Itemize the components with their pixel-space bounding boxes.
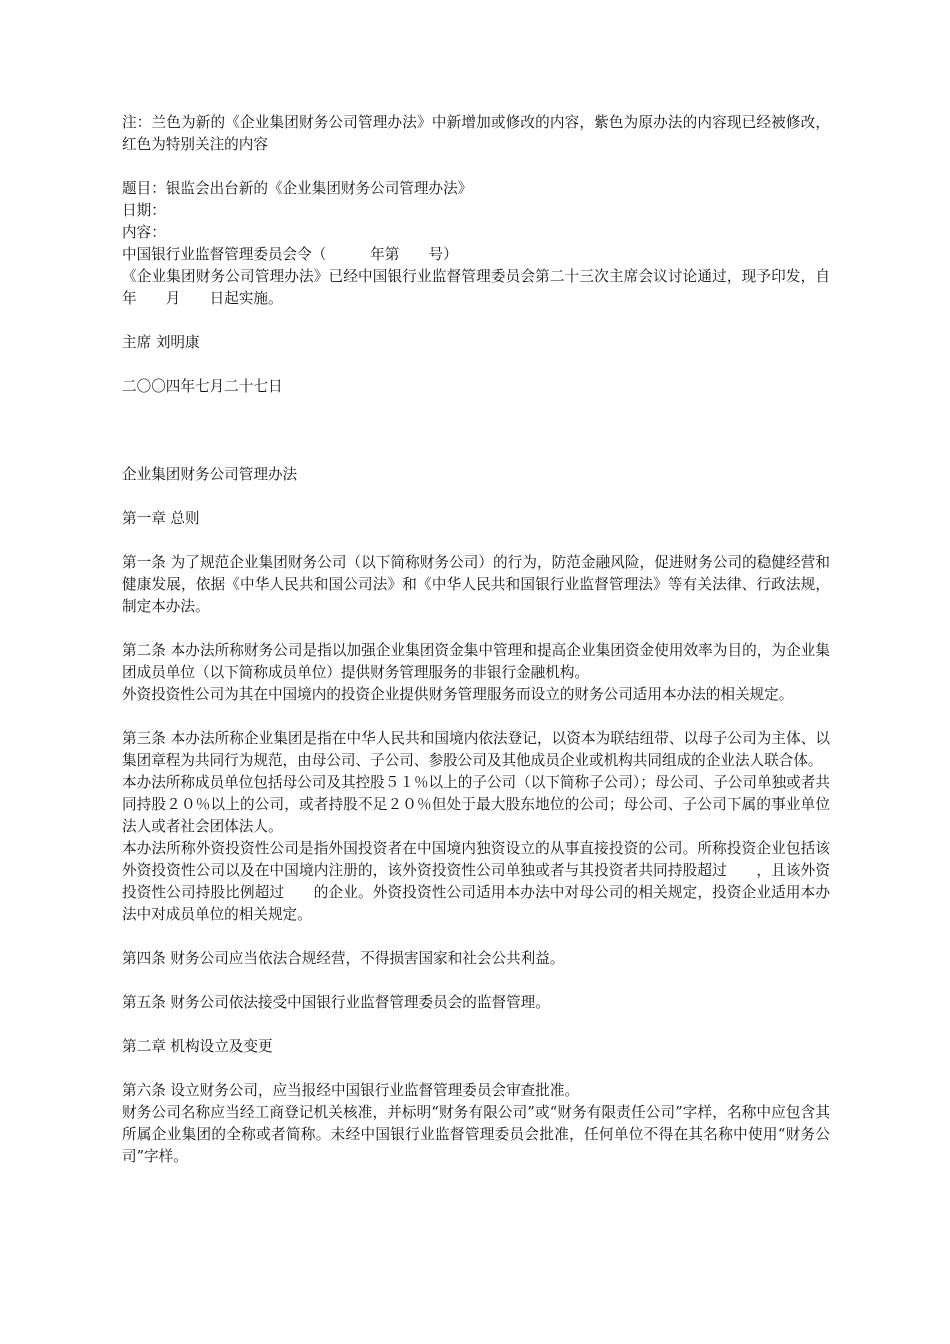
article-1: 第一条 为了规范企业集团财务公司（以下简称财务公司）的行为，防范金融风险，促进财务公司的稳健经营和健康发展，依据《中华人民共和国公司法》和《中华人民共和国银行业监督管理法》等有关法律、行政法规，制定本办法。 (122, 554, 830, 615)
spacer (122, 970, 830, 992)
spacer (122, 926, 830, 948)
article-6-para-1: 第六条 设立财务公司，应当报经中国银行业监督管理委员会审查批准。 (122, 1082, 580, 1099)
chapter-heading: 第二章 机构设立及变更 (122, 1038, 273, 1055)
spacer (122, 354, 830, 376)
document-title: 企业集团财务公司管理办法 (122, 466, 298, 483)
document-page (122, 112, 874, 1168)
spacer (122, 706, 830, 728)
date-line: 日期： (122, 202, 166, 219)
chairman-line: 主席 刘明康 (122, 334, 200, 351)
title-line: 题目：银监会出台新的《企业集团财务公司管理办法》 (122, 180, 473, 197)
chapter-heading: 第一章 总则 (122, 510, 200, 527)
article-5: 第五条 财务公司依法接受中国银行业监督管理委员会的监督管理。 (122, 994, 550, 1011)
spacer (122, 530, 830, 552)
spacer (122, 156, 830, 178)
intro-paragraph: 《企业集团财务公司管理办法》已经中国银行业监督管理委员会第二十三次主席会议讨论通过，现予印发，自 年 月 日起实施。 (122, 268, 874, 307)
spacer (122, 1014, 830, 1036)
color-note: 注：兰色为新的《企业集团财务公司管理办法》中新增加或修改的内容，紫色为原办法的内容现已经被修改，红色为特别关注的内容 (122, 114, 830, 153)
article-6-para-2: 财务公司名称应当经工商登记机关核准，并标明“财务有限公司”或“财务有限责任公司”字样，名称中应包含其所属企业集团的全称或者简称。未经中国银行业监督管理委员会批准，任何单位不得在其名称中使用“财务公司”字样。 (122, 1104, 830, 1165)
article-3-para-2: 本办法所称成员单位包括母公司及其控股５１％以上的子公司（以下简称子公司）；母公司、子公司单独或者共同持股２０％以上的公司，或者持股不足２０％但处于最大股东地位的公司；母公司、子公司下属的事业单位法人或者社会团体法人。 (122, 774, 830, 835)
article-2-para-2: 外资投资性公司为其在中国境内的投资企业提供财务管理服务而设立的财务公司适用本办法的相关规定。 (122, 686, 794, 703)
spacer (122, 618, 830, 640)
spacer (122, 486, 830, 508)
spacer (122, 398, 830, 464)
article-4: 第四条 财务公司应当依法合规经营，不得损害国家和社会公共利益。 (122, 950, 565, 967)
content-line: 内容： (122, 224, 166, 241)
article-3-para-3: 本办法所称外资投资性公司是指外国投资者在中国境内独资设立的从事直接投资的公司。所称投资企业包括该外资投资性公司以及在中国境内注册的，该外资投资性公司单独或者与其投资者共同持股超过 ，且该外资投资性公司持股比例超过 的企业。外资投资性公司适用本办法中对母公司的相关规定，投资企业适用本办法中对成员单位的相关规定。 (122, 840, 830, 923)
spacer (122, 1058, 830, 1080)
order-line: 中国银行业监督管理委员会令（ 年第 号） (122, 246, 458, 263)
spacer (122, 310, 830, 332)
article-3-para-1: 第三条 本办法所称企业集团是指在中华人民共和国境内依法登记，以资本为联结纽带、以母子公司为主体、以集团章程为共同行为规范，由母公司、子公司、参股公司及其他成员企业或机构共同组成的企业法人联合体。 (122, 730, 830, 769)
issue-date: 二〇〇四年七月二十七日 (122, 378, 283, 395)
article-2-para-1: 第二条 本办法所称财务公司是指以加强企业集团资金集中管理和提高企业集团资金使用效率为目的，为企业集团成员单位（以下简称成员单位）提供财务管理服务的非银行金融机构。 (122, 642, 830, 681)
